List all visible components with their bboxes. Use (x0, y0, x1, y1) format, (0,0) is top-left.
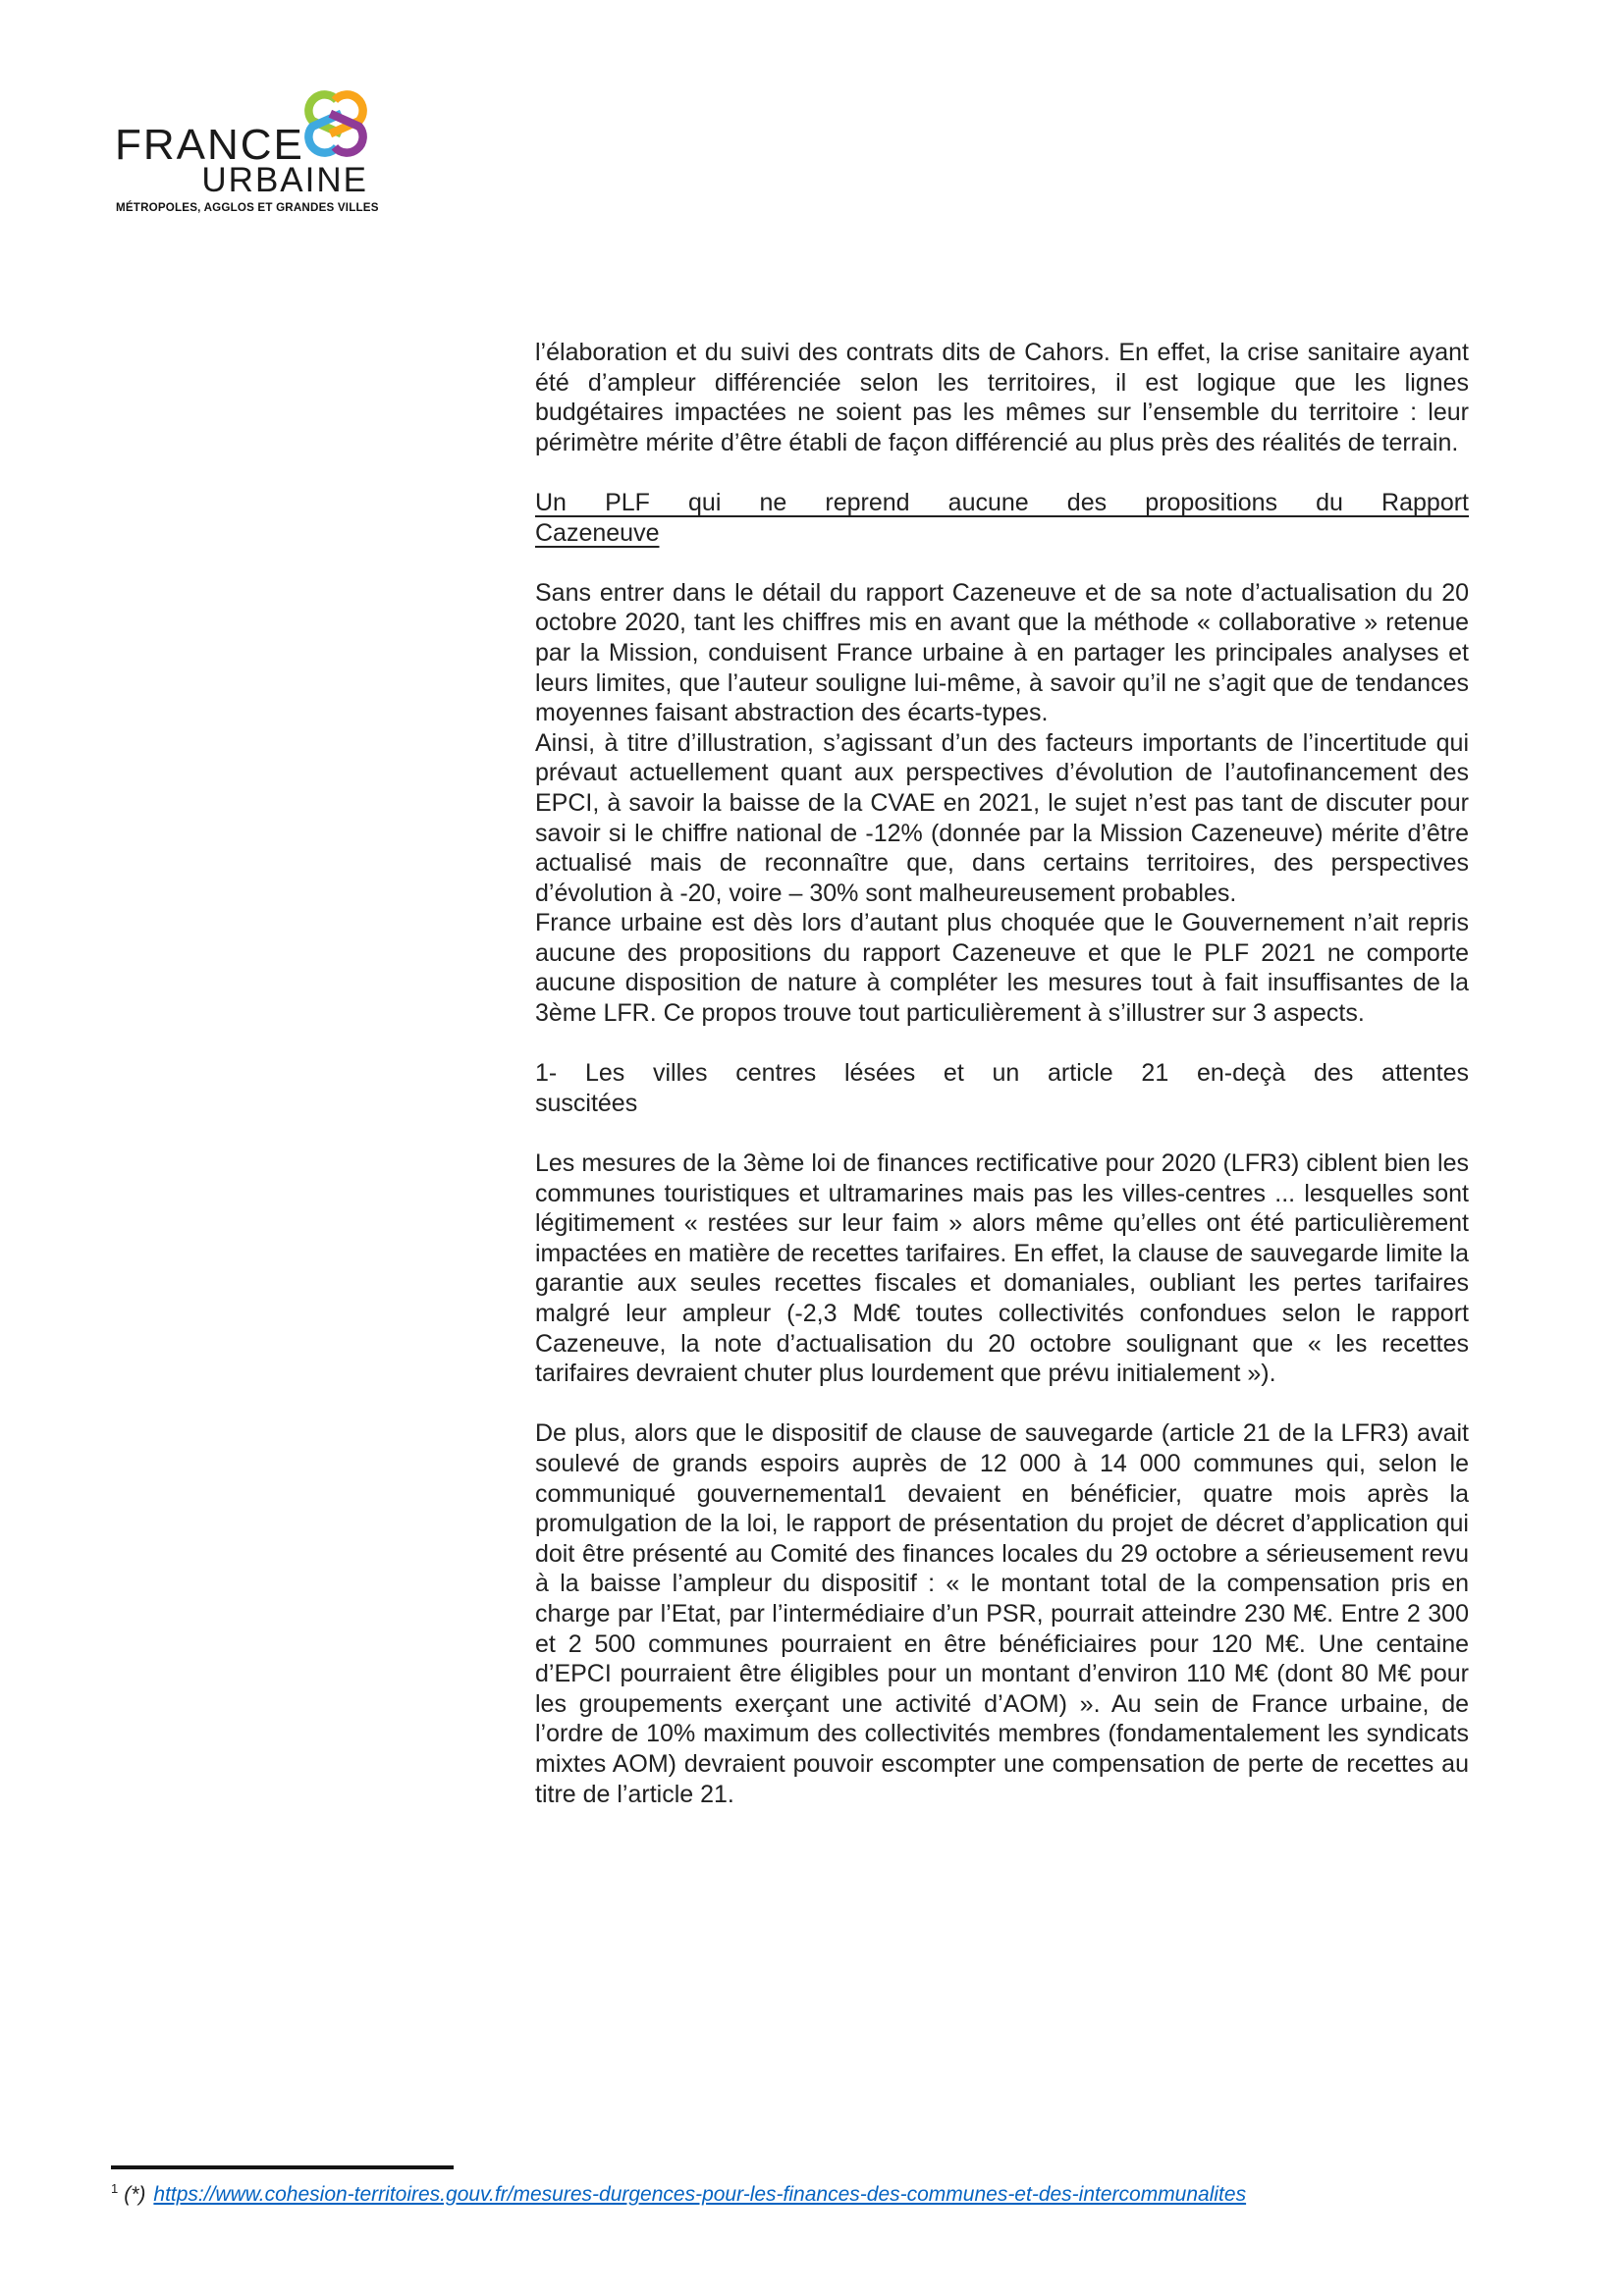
paragraph-de-plus: De plus, alors que le dispositif de clause de sauvegarde (article 21 de la LFR3) avait soulevé de grands espoirs auprès de 12 000 à 14 000 communes qui, selon le communiqué gouvernemental1 devaient en bénéficier, quatre mois après la promulgation de la loi, le rapport de présentation du projet de décret d’application qui doit être présenté au Comité des finances locales du 29 octobre a sérieusement revu à la baisse l’ampleur du dispositif : « le montant total de la compensation pris en charge par l’Etat, par l’intermédiaire d’un PSR, pourrait atteindre 230 M€. Entre 2 300 et 2 500 communes pourraient en être bénéficiaires pour 120 M€. Une centaine d’EPCI pourraient être éligibles pour un montant d’environ 110 M€ (dont 80 M€ pour les groupements exerçant une activité d’AOM) ». Au sein de France urbaine, de l’ordre de 10% maximum des collectivités membres (fondamentalement les syndicats mixtes AOM) devraient pouvoir escompter une compensation de perte de recettes au titre de l’article 21. (535, 1419, 1469, 1808)
heading-line-1: Un PLF qui ne reprend aucune des propositions du Rapport (535, 488, 1469, 516)
paragraph-france-urbaine-choquee: France urbaine est dès lors d’autant plus choquée que le Gouvernement n’ait repris aucune des propositions du rapport Cazeneuve et que le PLF 2021 ne comporte aucune disposition de nature à compléter les mesures tout à fait insuffisantes de la 3ème LFR. Ce propos trouve tout particulièrement à s’illustrer sur 3 aspects. (535, 909, 1469, 1028)
logo-text-france: FRANCE (115, 121, 304, 169)
heading-line-2: Cazeneuve (535, 518, 660, 547)
paragraph-mesures-lfr3: Les mesures de la 3ème loi de finances rectificative pour 2020 (LFR3) ciblent bien les communes touristiques et ultramarines mais pas les villes-centres ... lesquelles sont légitimement « restées sur leur faim » alors même qu’elles ont été particulièrement impactées en matière de recettes tarifaires. En effet, la clause de sauvegarde limite la garantie aux seules recettes fiscales et domaniales, oubliant les pertes tarifaires malgré leur ampleur (-2,3 Md€ toutes collectivités confondues selon le rapport Cazeneuve, la note d’actualisation du 20 octobre soulignant que « les recettes tarifaires devraient chuter plus lourdement que prévu initialement »). (535, 1149, 1469, 1388)
footnote (111, 2181, 1505, 2207)
paragraph-sans-entrer: Sans entrer dans le détail du rapport Cazeneuve et de sa note d’actualisation du 20 octobre 2020, tant les chiffres mis en avant que la méthode « collaborative » retenue par la Mission, conduisent France urbaine à en partager les principales analyses et leurs limites, que l’auteur souligne lui-même, à savoir qu’il ne s’agit que de tendances moyennes faisant abstraction des écarts-types. (535, 578, 1469, 727)
logo-tagline: MÉTROPOLES, AGGLOS ET GRANDES VILLES (116, 201, 379, 214)
section-heading-villes-centres (535, 1058, 1469, 1118)
knot-icon (301, 90, 370, 157)
logo-text-urbaine: URBAINE (201, 161, 368, 199)
france-urbaine-logo (115, 88, 379, 222)
paragraph-intro: l’élaboration et du suivi des contrats dits de Cahors. En effet, la crise sanitaire ayant été d’ampleur différenciée selon les territoires, il est logique que les lignes budgétaires impactées ne soient pas les mêmes sur l’ensemble du territoire : leur périmètre mérite d’être établi de façon différencié au plus près des réalités de terrain. (535, 339, 1469, 456)
footnote-marker: 1 (111, 2181, 119, 2196)
heading-line-1: 1- Les villes centres lésées et un article 21 en-deçà des attentes (535, 1059, 1469, 1088)
paragraph-ainsi: Ainsi, à titre d’illustration, s’agissant d’un des facteurs importants de l’incertitude qui prévaut actuellement quant aux perspectives d’évolution de l’autofinancement des EPCI, à savoir la baisse de la CVAE en 2021, le sujet n’est pas tant de discuter pour savoir si le chiffre national de -12% (donnée par la Mission Cazeneuve) mérite d’être actualisé mais de reconnaître que, dans certains territoires, des perspectives d’évolution à -20, voire – 30% sont malheureusement probables. (535, 728, 1469, 907)
footnote-prefix: (*) (124, 2183, 146, 2206)
footnote-link[interactable]: https://www.cohesion-territoires.gouv.fr/mesures-durgences-pour-les-finances-des-communes-et-des-intercommunalites (153, 2183, 1247, 2206)
letter-body (535, 338, 1469, 1840)
heading-line-2: suscitées (535, 1089, 638, 1117)
footnote-separator (111, 2165, 454, 2169)
section-heading-plf (535, 488, 1469, 548)
